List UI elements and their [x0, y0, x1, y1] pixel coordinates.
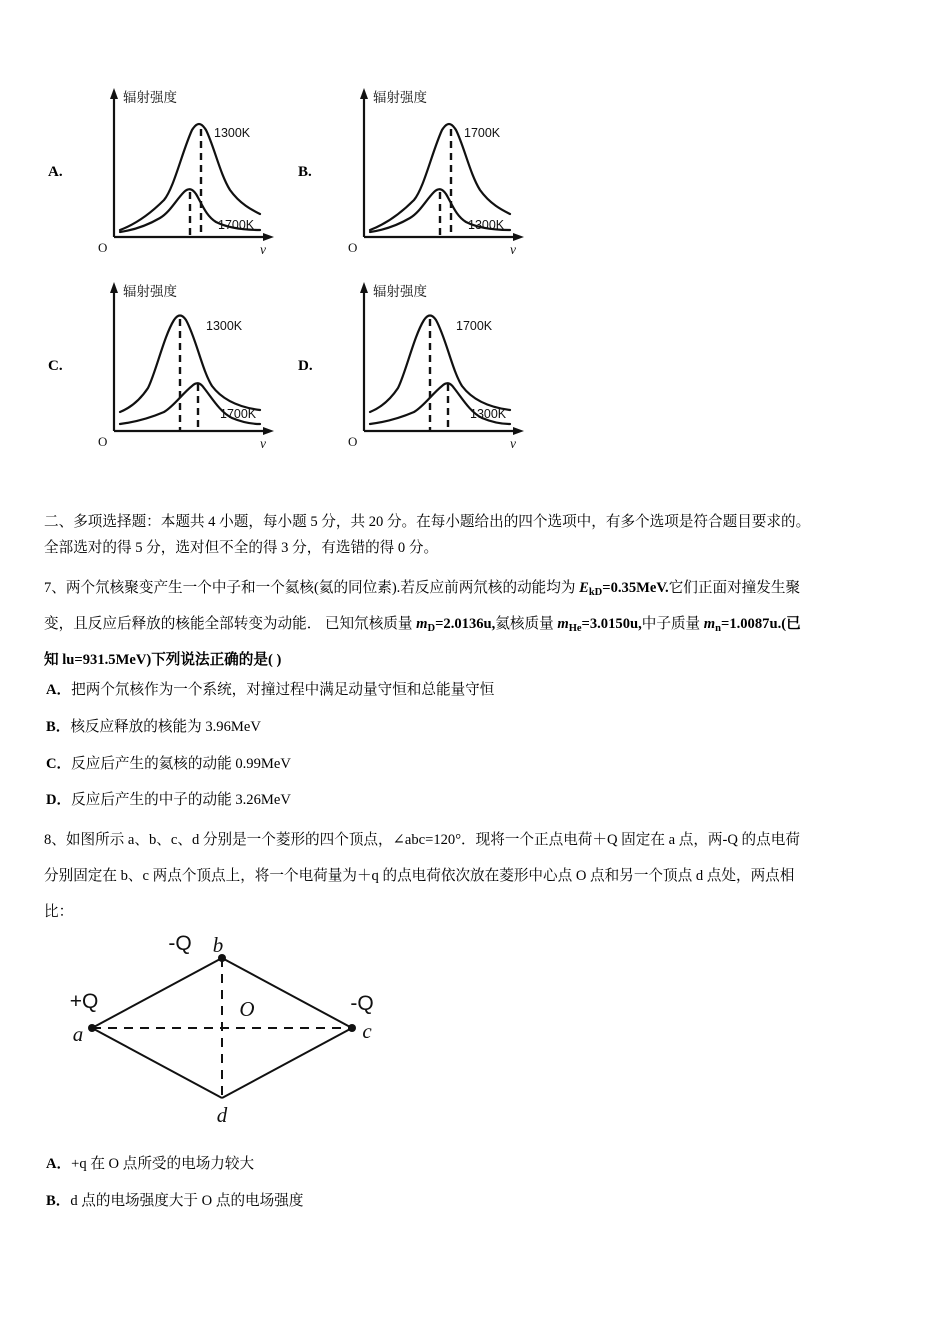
question-8-choices — [44, 1146, 916, 1220]
charge-label-a: +Q — [69, 990, 99, 1013]
q8-stem-line2: 分别固定在 b、c 两点个顶点上，将一个电荷量为＋q 的点电荷依次放在菱形中心点 O 点和另一个顶点 d 点处，两点相 — [44, 868, 795, 885]
q7-m3-subscript: n — [715, 623, 721, 635]
curve-label-d-2: 1300K — [470, 407, 507, 421]
vertex-label-c: c — [362, 1019, 372, 1043]
figure-row-top — [44, 82, 564, 262]
q7-stem-line1 — [44, 570, 916, 606]
question-7-stem — [44, 570, 916, 679]
q7-choice-c-text: 反应后产生的氦核的动能 0.99MeV — [71, 755, 291, 772]
q7-choice-b-text: 核反应释放的核能为 3.96MeV — [70, 718, 261, 735]
figure-option-d — [294, 276, 544, 456]
curve-label-c-2: 1700K — [220, 407, 257, 421]
q8-choice-a[interactable] — [44, 1146, 916, 1183]
x-axis-label-a: ν — [260, 242, 266, 257]
q7-m1-value: =2.0136u, — [435, 616, 496, 633]
q8-choice-a-label: A． — [46, 1156, 72, 1172]
graph-b — [338, 82, 536, 262]
q7-choice-a[interactable] — [44, 672, 916, 709]
curve-label-a-1: 1300K — [214, 126, 251, 140]
q7-m2-subscript: He — [568, 623, 582, 635]
q7-choice-a-text: 把两个氘核作为一个系统，对撞过程中满足动量守恒和总能量守恒 — [71, 682, 495, 698]
question-8-stem — [44, 822, 916, 931]
section-heading-line1: 二、多项选择题：本题共 4 小题，每小题 5 分，共 20 分。在每小题给出的四个选项中，有多个选项是符合题目要求的。 — [44, 514, 811, 530]
q7-choice-d-label: D． — [46, 792, 72, 809]
q7-choice-c[interactable] — [44, 746, 916, 783]
figure-option-c — [44, 276, 294, 456]
q8-stem-line3: 比： — [44, 904, 74, 921]
q7-choice-d-text: 反应后产生的中子的动能 3.26MeV — [71, 792, 291, 809]
origin-label-a: O — [98, 240, 108, 255]
q7-stem-text1: 7、两个氘核聚变产生一个中子和一个氦核(氦的同位素).若反应前两氘核的动能均为 — [44, 580, 580, 596]
q7-choice-d[interactable] — [44, 782, 916, 819]
q7-m1-symbol: m — [416, 616, 428, 633]
option-letter-b: B. — [298, 163, 312, 180]
origin-label-d: O — [348, 434, 358, 449]
q8-choice-b-label: B． — [46, 1192, 71, 1209]
q7-m2-symbol: m — [557, 616, 569, 633]
q8-stem-line1: 8、如图所示 a、b、c、d 分别是一个菱形的四个顶点，∠abc=120°．现将一个正点电荷＋Q 固定在 a 点，两-Q 的点电荷 — [44, 832, 800, 848]
q7-choice-a-label: A． — [46, 682, 72, 698]
vertex-label-b: b — [212, 933, 224, 957]
graph-a — [88, 82, 286, 262]
figure-row-bottom — [44, 276, 564, 456]
vertex-label-a: a — [72, 1022, 84, 1046]
curve-label-d-1: 1700K — [456, 319, 493, 333]
figure-option-a — [44, 82, 294, 262]
q7-line3-text: 知 lu=931.5MeV)下列说法正确的是( ) — [44, 652, 282, 669]
q7-energy-symbol: E — [579, 580, 589, 596]
center-label-o: O — [239, 997, 255, 1021]
q8-choice-b-text: d 点的电场强度大于 O 点的电场强度 — [70, 1192, 304, 1209]
origin-label-b: O — [348, 240, 358, 255]
charge-label-b: -Q — [168, 932, 192, 955]
section-heading-line2: 全部选对的得 5 分，选对但不全的得 3 分，有选错的得 0 分。 — [44, 539, 439, 556]
radiation-figure-grid — [44, 82, 564, 470]
y-axis-label-b: 辐射强度 — [373, 90, 427, 105]
x-axis-label-d: ν — [510, 436, 516, 451]
q7-m3-symbol: m — [703, 616, 716, 633]
curve-label-b-1: 1700K — [464, 126, 501, 140]
q7-line2-text3: 中子质量 — [641, 616, 704, 633]
q7-stem-text2: 它们正面对撞发生聚 — [668, 580, 801, 596]
y-axis-label-d: 辐射强度 — [373, 284, 427, 299]
q7-line2-text1: 变，且反应后释放的核能全部转变为动能． 已知氘核质量 — [44, 616, 417, 633]
question-7-choices — [44, 672, 916, 819]
q7-m3-value: =1.0087u.(已 — [721, 616, 801, 633]
charge-label-c: -Q — [350, 992, 374, 1015]
y-axis-label-c: 辐射强度 — [123, 284, 177, 299]
q7-m2-value: =3.0150u, — [581, 616, 642, 633]
option-letter-d: D. — [298, 357, 313, 374]
curve-label-b-2: 1300K — [468, 218, 505, 232]
section-two-block — [44, 510, 916, 562]
graph-c — [88, 276, 286, 456]
graph-d — [338, 276, 536, 456]
q7-m1-subscript: D — [427, 623, 436, 635]
q8-choice-a-text: +q 在 O 点所受的电场力较大 — [71, 1156, 255, 1172]
rhombus-diagram — [62, 928, 392, 1133]
option-letter-c: C. — [48, 357, 63, 374]
q7-stem-line2 — [44, 606, 916, 642]
vertex-label-d: d — [216, 1103, 228, 1127]
q7-choice-b[interactable] — [44, 709, 916, 746]
x-axis-label-c: ν — [260, 436, 266, 451]
q8-choice-b[interactable] — [44, 1183, 916, 1220]
q7-choice-c-label: C． — [46, 755, 72, 772]
y-axis-label-a: 辐射强度 — [123, 90, 177, 105]
curve-label-a-2: 1700K — [218, 218, 255, 232]
x-axis-label-b: ν — [510, 242, 516, 257]
origin-label-c: O — [98, 434, 108, 449]
vertex-dot-a — [88, 1024, 96, 1032]
curve-label-c-1: 1300K — [206, 319, 243, 333]
vertex-dot-c — [348, 1024, 356, 1032]
q7-choice-b-label: B． — [46, 718, 71, 735]
q7-energy-subscript: kD — [588, 586, 603, 598]
q7-energy-value: =0.35MeV. — [602, 580, 669, 596]
figure-option-b — [294, 82, 544, 262]
q7-line2-text2: 氦核质量 — [495, 616, 558, 633]
option-letter-a: A. — [48, 163, 63, 180]
